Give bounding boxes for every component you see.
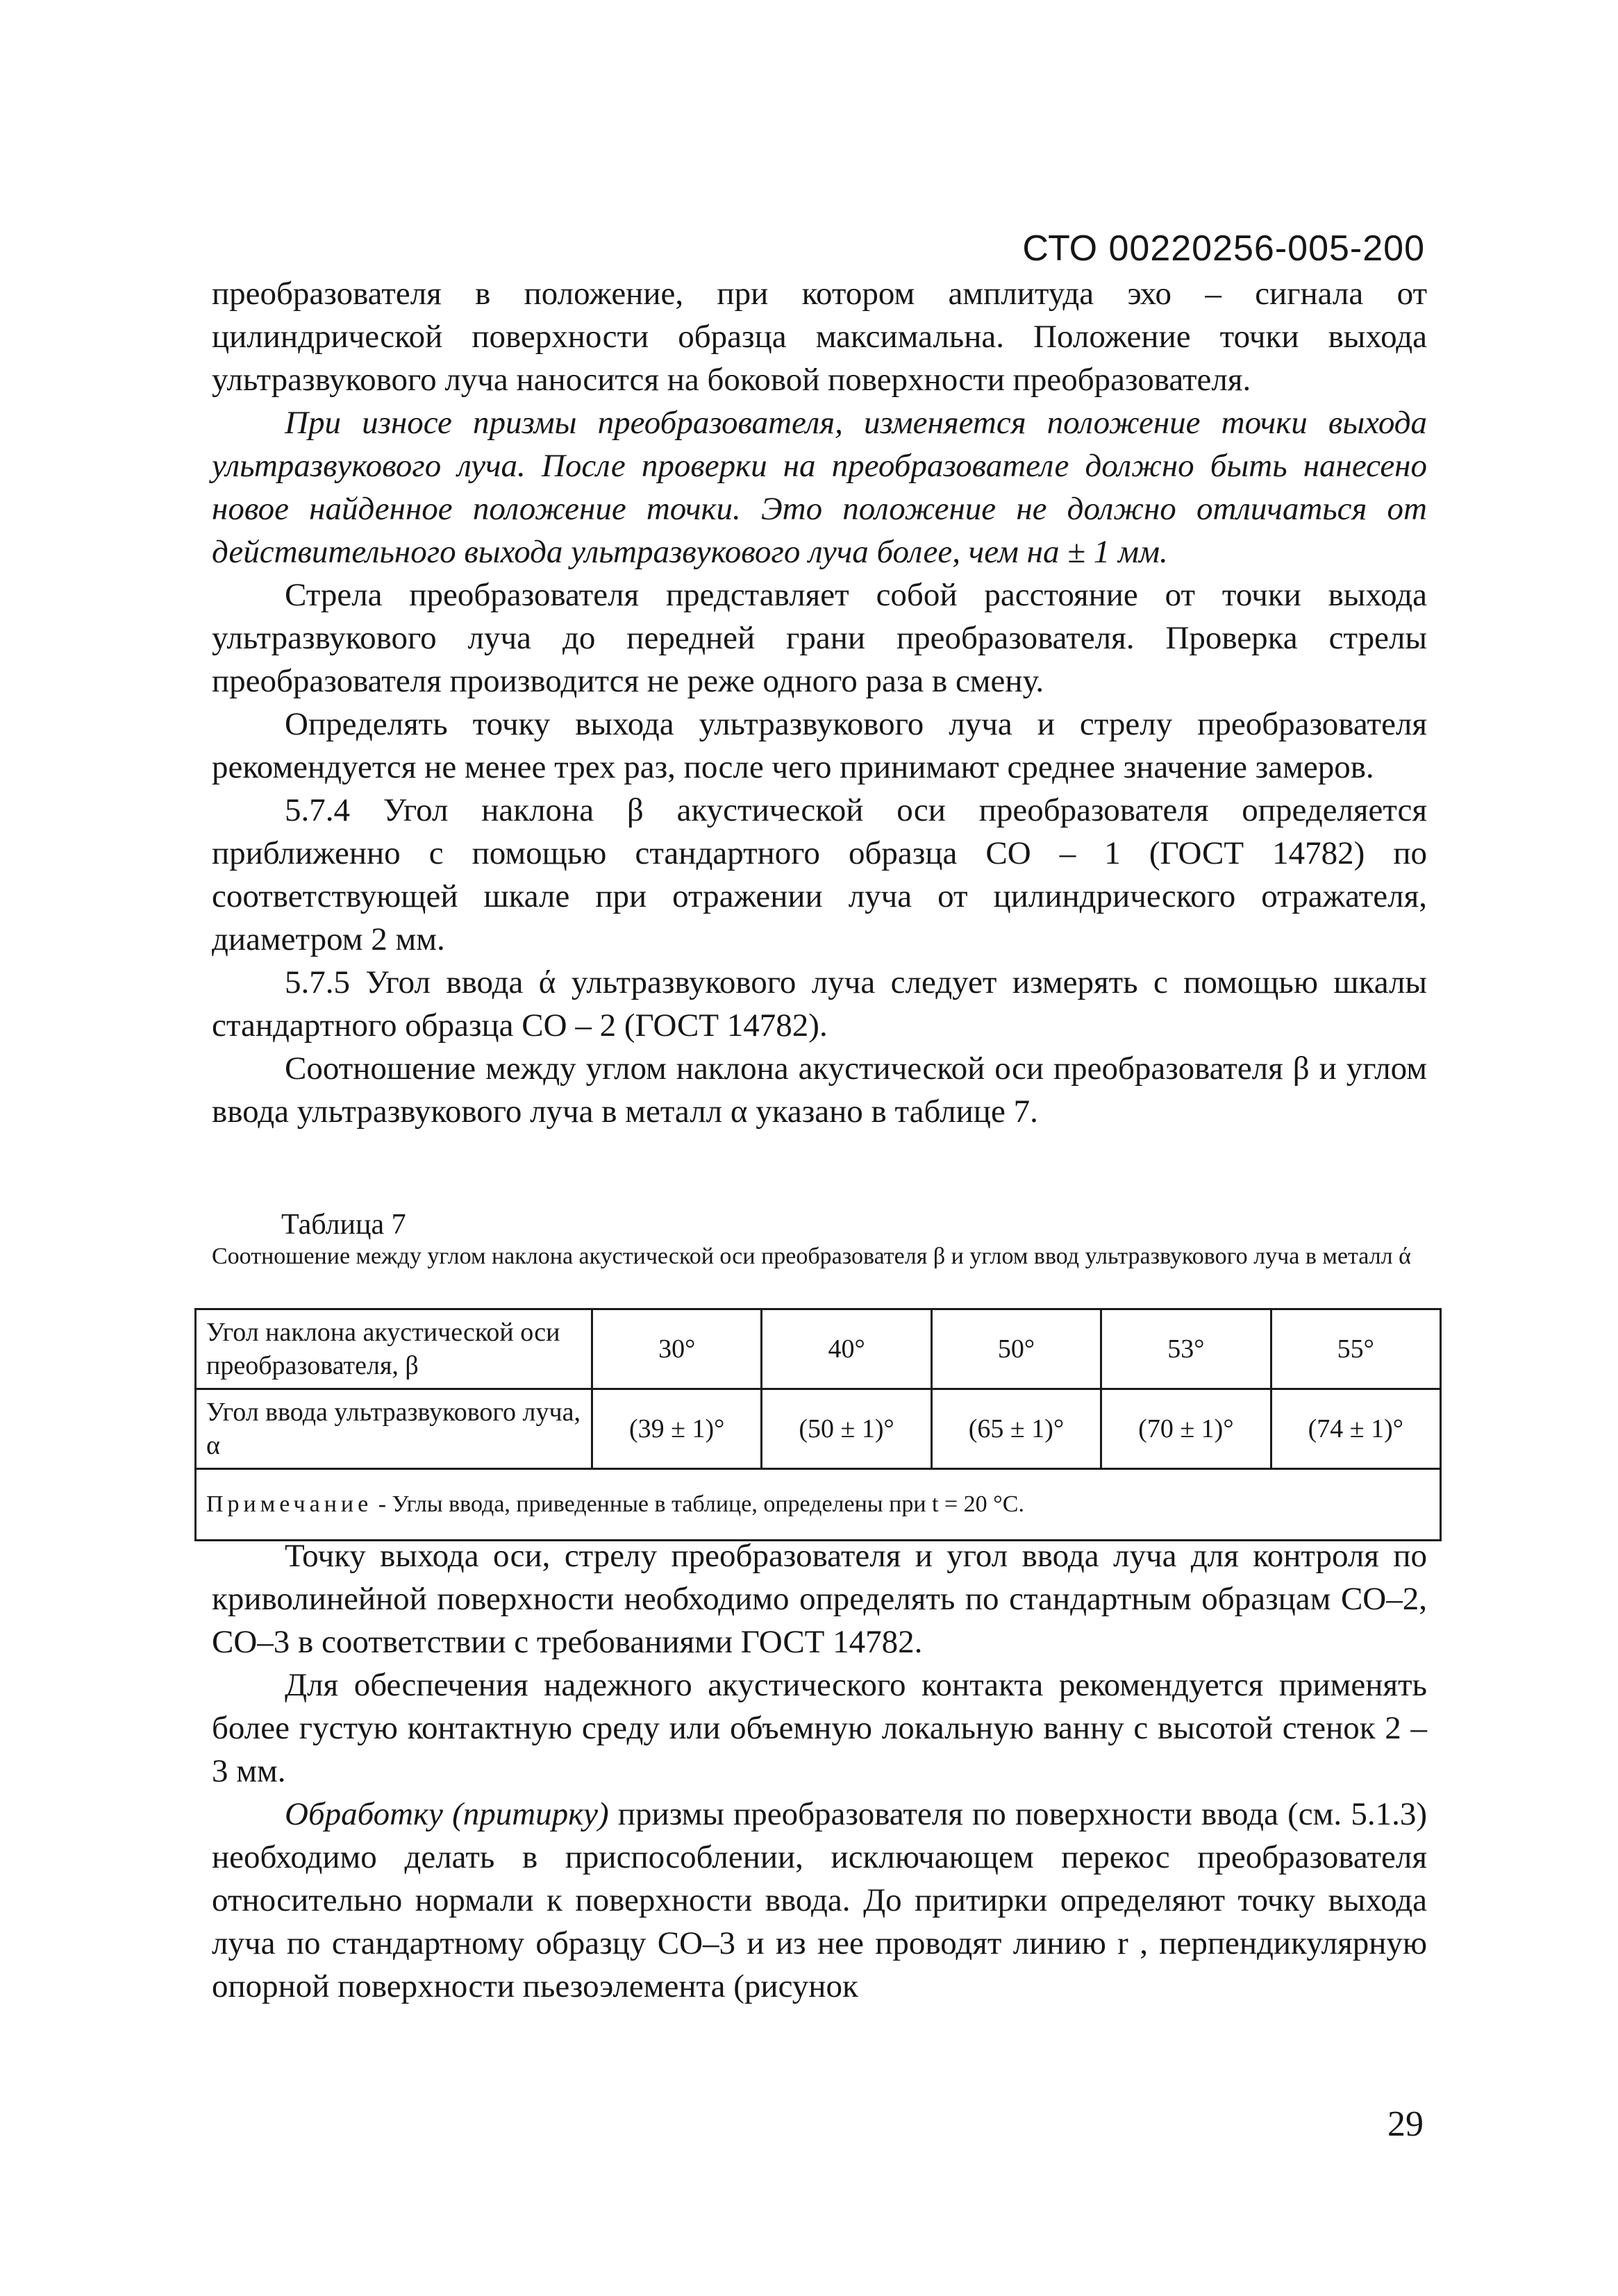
table-title: Соотношение между углом наклона акустической оси преобразователя β и углом ввод ультразвукового луча в металл ά [212, 1243, 1411, 1269]
paragraph-arrow: Стрела преобразователя представляет собой расстояние от точки выхода ультразвукового луча до передней грани преобразователя. Проверка стрелы преобразователя производится не реже одного раза в смену. [212, 577, 1427, 699]
table-cell: 40° [762, 1309, 931, 1389]
paragraph-lapping-lead: Обработку (притирку) [285, 1796, 609, 1832]
table-cell: (39 ± 1)° [592, 1389, 762, 1469]
paragraph-measure: Определять точку выхода ультразвукового луча и стрелу преобразователя рекомендуется не менее трех раз, после чего принимают среднее значение замеров. [212, 706, 1427, 785]
table-row-note [196, 1469, 1441, 1541]
table-cell: (70 ± 1)° [1101, 1389, 1271, 1469]
paragraph-lapping-text: Обработку (притирку) призмы преобразователя по поверхности ввода (см. 5.1.3) необходимо делать в приспособлении, исключающем перекос преобразователя относительно нормали к поверхности ввода. До притирки определяют точку выхода луча по стандартному образцу СО–3 и из нее проводят линию r , перпендикулярную опорной поверхности пьезоэлемента (рисунок [212, 1796, 1427, 2004]
text-block-lower [212, 1534, 1427, 2008]
table-cell: (74 ± 1)° [1271, 1389, 1440, 1469]
table-note [196, 1469, 1441, 1541]
text-block-upper [212, 272, 1427, 1133]
table-cell: 55° [1271, 1309, 1440, 1389]
paragraph-prism-wear-text: При износе призмы преобразователя, изменяется положение точки выхода ультразвукового луча. После проверки на преобразователе должно быть нанесено новое найденное положение точки. Это положение не должно отличаться от действительного выхода ультразвукового луча более, чем на ± 1 мм. [212, 405, 1427, 570]
paragraph-continuation: преобразователя в положение, при котором амплитуда эхо – сигнала от цилиндрической поверхности образца максимальна. Положение точки выхода ультразвукового луча наносится на боковой поверхности преобразователя. [212, 276, 1427, 398]
paragraph-lapping [212, 1793, 1427, 2008]
paragraph-curved-surface: Точку выхода оси, стрелу преобразователя и угол ввода луча для контроля по криволинейной поверхности необходимо определять по стандартным образцам СО–2, СО–3 в соответствии с требованиями ГОСТ 14782. [212, 1538, 1427, 1660]
table-caption: Таблица 7 [281, 1209, 406, 1241]
note-label: Примечание [206, 1491, 373, 1517]
table-cell: (65 ± 1)° [931, 1389, 1101, 1469]
page-number: 29 [1387, 2104, 1424, 2144]
table-row-alpha [196, 1389, 1441, 1469]
angle-table [194, 1308, 1442, 1541]
paragraph-ratio: Соотношение между углом наклона акустической оси преобразователя β и углом ввода ультразвукового луча в металл α указано в таблице 7. [212, 1050, 1427, 1130]
table-cell: 50° [931, 1309, 1101, 1389]
paragraph-acoustic-contact: Для обеспечения надежного акустического контакта рекомендуется применять более густую контактную среду или объемную локальную ванну с высотой стенок 2 – 3 мм. [212, 1667, 1427, 1789]
table-cell: 30° [592, 1309, 762, 1389]
row-header-beta: Угол наклона акустической оси преобразователя, β [196, 1309, 592, 1389]
row-header-alpha: Угол ввода ультразвукового луча, α [196, 1389, 592, 1469]
table-cell: (50 ± 1)° [762, 1389, 931, 1469]
paragraph-5-7-5: 5.7.5 Угол ввода ά ультразвукового луча следует измерять с помощью шкалы стандартного образца СО – 2 (ГОСТ 14782). [212, 964, 1427, 1044]
paragraph-5-7-4: 5.7.4 Угол наклона β акустической оси преобразователя определяется приближенно с помощью стандартного образца СО – 1 (ГОСТ 14782) по соответствующей шкале при отражении луча от цилиндрического отражателя, диаметром 2 мм. [212, 792, 1427, 957]
note-text: - Углы ввода, приведенные в таблице, определены при t = 20 °С. [372, 1491, 1024, 1517]
table-cell: 53° [1101, 1309, 1271, 1389]
table-row-beta [196, 1309, 1441, 1389]
paragraph-prism-wear [212, 401, 1427, 573]
document-code-header: СТО 00220256-005-200 [1022, 228, 1425, 269]
